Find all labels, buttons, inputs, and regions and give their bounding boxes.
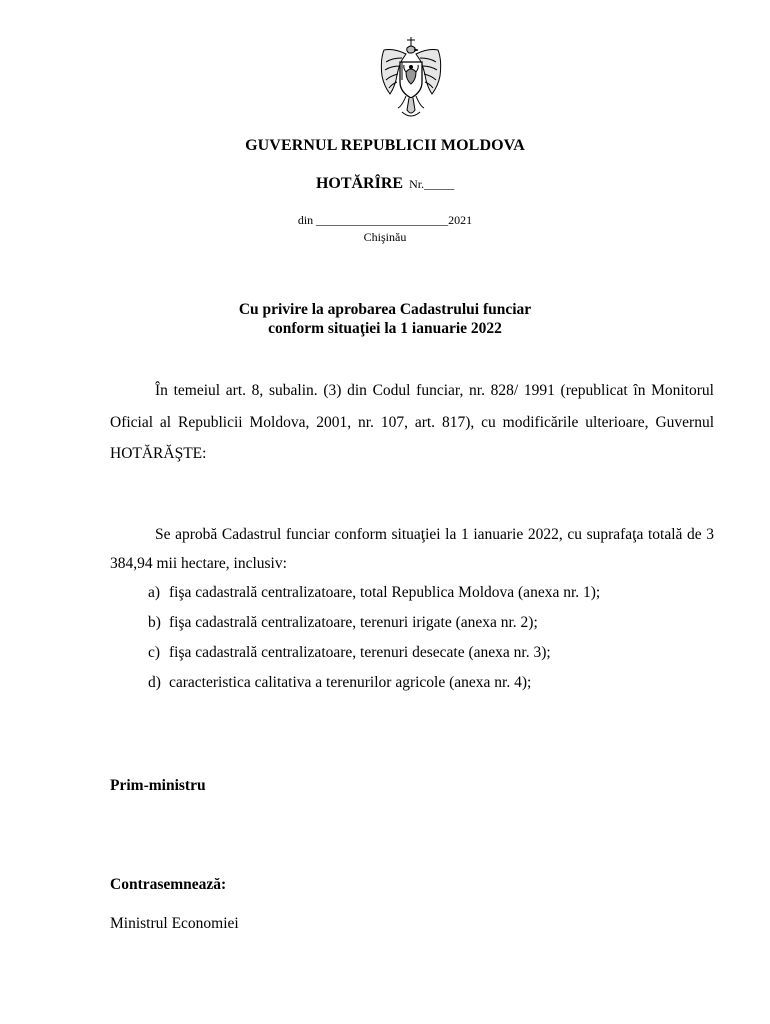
- preamble-text: În temeiul art. 8, subalin. (3) din Codul funciar, nr. 828/ 1991 (republicat în Monitorul Oficial al Republicii Moldova, 2001, nr. 107, art. 817), cu modificările ulterioare, Guvernul HOTĂRĂŞTE:: [110, 382, 714, 462]
- government-title: GUVERNUL REPUBLICII MOLDOVA: [245, 137, 525, 154]
- decision-title: HOTĂRÎRE: [315, 175, 404, 192]
- subject-line-1: Cu privire la aprobarea Cadastrului funciar: [238, 301, 532, 318]
- approval-text: Se aprobă Cadastrul funciar conform situaţiei la 1 ianuarie 2022, cu suprafaţa totală de 3 384,94 mii hectare, inclusiv:: [110, 526, 714, 572]
- decision-number-field: Nr._____: [409, 177, 455, 191]
- subject-line-2: conform situaţiei la 1 ianuarie 2022: [268, 320, 502, 337]
- date-field: din ______________________2021: [297, 213, 473, 227]
- list-item: [148, 580, 600, 610]
- list-item-letter: a): [148, 584, 161, 601]
- annex-list: [148, 580, 600, 700]
- approval-paragraph: [110, 520, 714, 578]
- decision-heading: [0, 175, 770, 193]
- list-item-letter: d): [148, 674, 161, 691]
- list-item-letter: c): [148, 644, 161, 661]
- countersign-label: Contrasemnează:: [110, 876, 227, 893]
- list-item: [148, 640, 600, 670]
- list-item-text: fişa cadastrală centralizatoare, terenuri desecate (anexa nr. 3);: [169, 644, 551, 661]
- list-item: [148, 610, 600, 640]
- ministry-name: Ministrul Economiei: [110, 915, 239, 932]
- list-item-letter: b): [148, 614, 161, 631]
- prime-minister-label: Prim-ministru: [110, 777, 206, 794]
- list-item-text: fişa cadastrală centralizatoare, total Republica Moldova (anexa nr. 1);: [169, 584, 601, 601]
- decision-subject: [0, 300, 770, 338]
- list-item-text: caracteristica calitativa a terenurilor agricole (anexa nr. 4);: [169, 674, 532, 691]
- preamble-paragraph: [110, 375, 714, 470]
- city-name: Chişinău: [363, 230, 407, 244]
- list-item-text: fişa cadastrală centralizatoare, terenuri irigate (anexa nr. 2);: [169, 614, 538, 631]
- moldova-coat-of-arms-icon: [376, 36, 446, 122]
- list-item: [148, 670, 600, 700]
